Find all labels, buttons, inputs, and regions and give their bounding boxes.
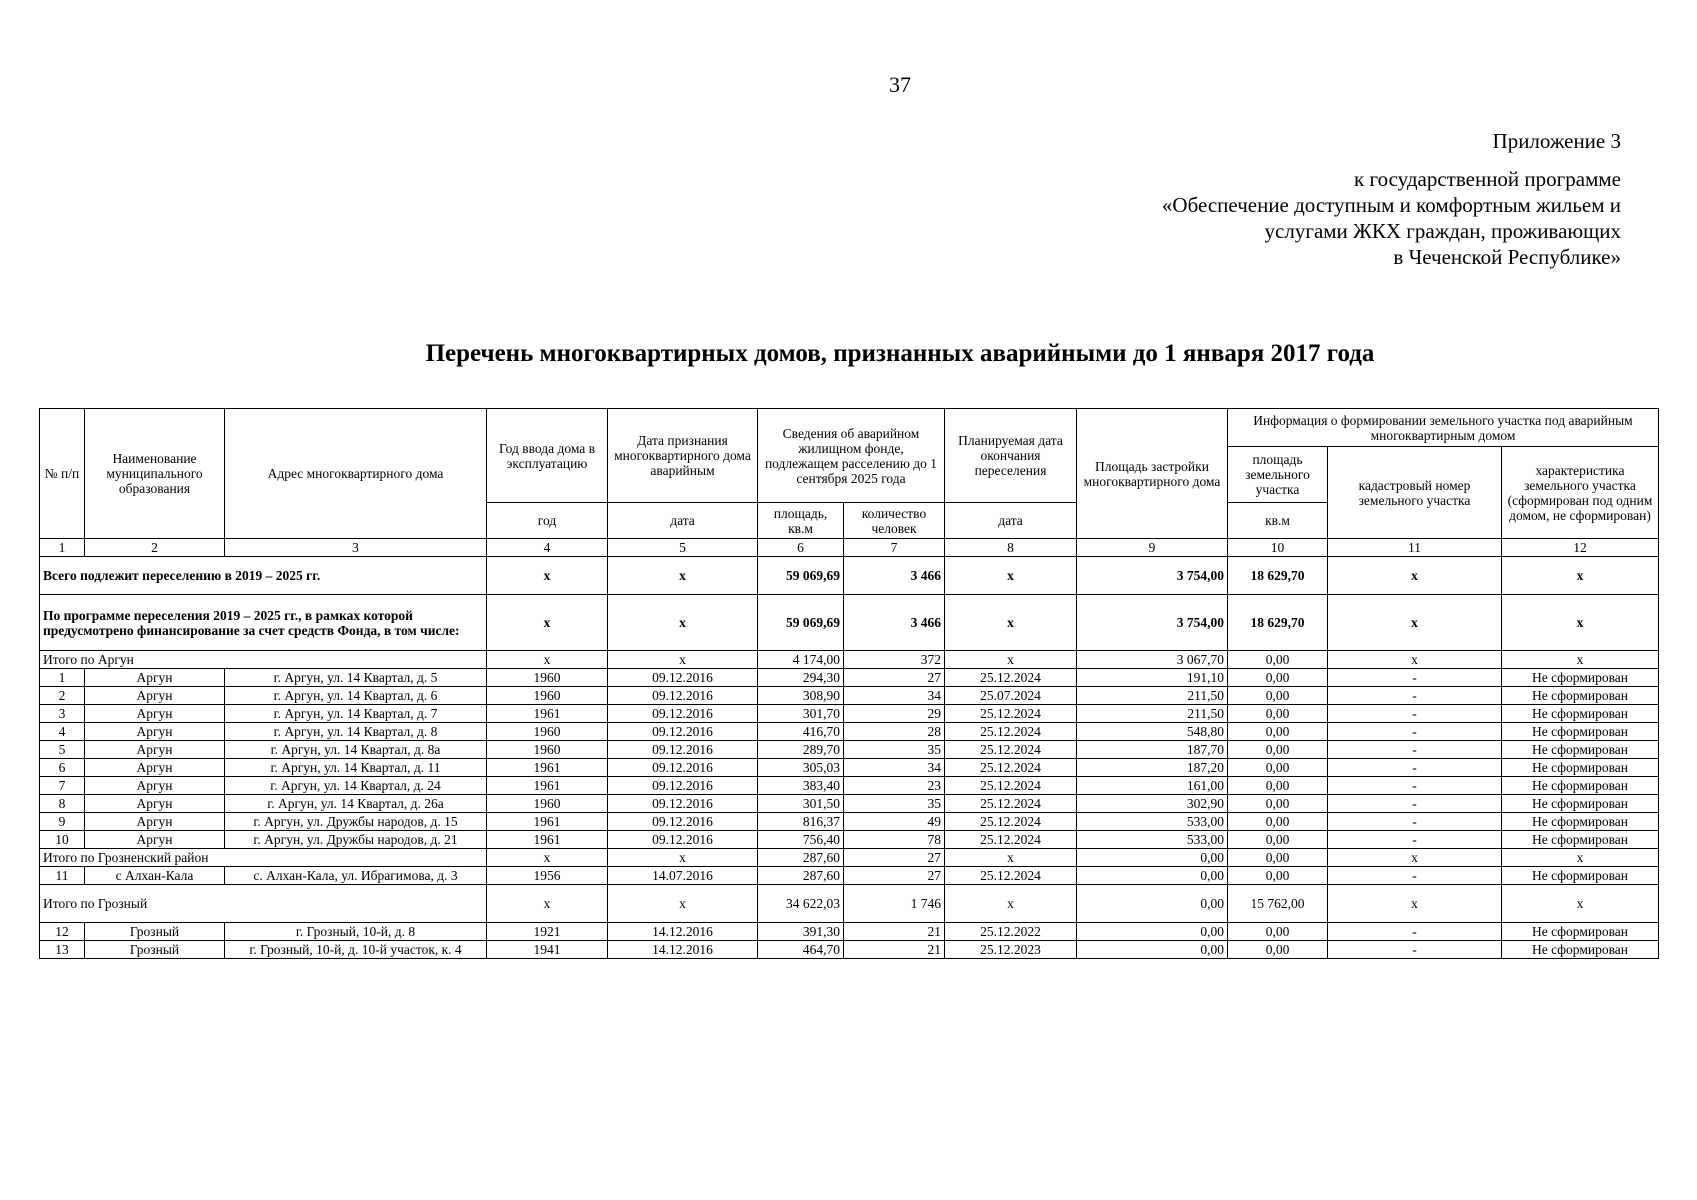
summary-built-area: 3 754,00	[1077, 595, 1228, 651]
row-year: 1960	[487, 687, 608, 705]
row-people: 28	[844, 723, 945, 741]
row-cadastral: -	[1328, 923, 1502, 941]
header-planned-date: Планируемая дата окончания переселения	[945, 409, 1077, 503]
header-land-char: характеристика земельного участка (сформирован под одним домом, не сформирован)	[1502, 447, 1659, 539]
row-year: 1921	[487, 923, 608, 941]
row-cadastral: -	[1328, 867, 1502, 885]
row-number: 5	[40, 741, 85, 759]
row-recognition-date: 09.12.2016	[608, 705, 758, 723]
summary-label: Итого по Грозненский район	[40, 849, 487, 867]
row-municipality: Аргун	[85, 741, 225, 759]
row-year: 1960	[487, 669, 608, 687]
row-municipality: Аргун	[85, 723, 225, 741]
row-year: 1941	[487, 941, 608, 959]
row-municipality: Грозный	[85, 923, 225, 941]
row-area: 301,70	[758, 705, 844, 723]
header-recognition-date: Дата признания многоквартирного дома аварийным	[608, 409, 758, 503]
row-land-area: 0,00	[1228, 759, 1328, 777]
summary-year: x	[487, 885, 608, 923]
row-cadastral: -	[1328, 687, 1502, 705]
row-area: 301,50	[758, 795, 844, 813]
col-number: 9	[1077, 539, 1228, 557]
col-number: 8	[945, 539, 1077, 557]
row-year: 1961	[487, 705, 608, 723]
appendix-block	[1162, 128, 1621, 270]
row-built-area: 0,00	[1077, 867, 1228, 885]
summary-label: Всего подлежит переселению в 2019 – 2025 гг.	[40, 557, 487, 595]
row-land-area: 0,00	[1228, 777, 1328, 795]
row-cadastral: -	[1328, 831, 1502, 849]
row-area: 391,30	[758, 923, 844, 941]
header-num: № п/п	[40, 409, 85, 539]
table-row	[40, 795, 1659, 813]
summary-row	[40, 849, 1659, 867]
row-number: 12	[40, 923, 85, 941]
row-planned-date: 25.07.2024	[945, 687, 1077, 705]
row-municipality: Аргун	[85, 813, 225, 831]
row-address: г. Аргун, ул. 14 Квартал, д. 5	[225, 669, 487, 687]
row-address: г. Аргун, ул. 14 Квартал, д. 26а	[225, 795, 487, 813]
row-cadastral: -	[1328, 777, 1502, 795]
row-built-area: 0,00	[1077, 941, 1228, 959]
row-recognition-date: 14.07.2016	[608, 867, 758, 885]
appendix-line: услугами ЖКХ граждан, проживающих	[1264, 219, 1621, 243]
row-land-char: Не сформирован	[1502, 867, 1659, 885]
summary-cadastral: x	[1328, 595, 1502, 651]
summary-area: 34 622,03	[758, 885, 844, 923]
row-address: с. Алхан-Кала, ул. Ибрагимова, д. 3	[225, 867, 487, 885]
summary-land-char: x	[1502, 885, 1659, 923]
table-row	[40, 687, 1659, 705]
row-area: 383,40	[758, 777, 844, 795]
row-planned-date: 25.12.2024	[945, 831, 1077, 849]
table-row	[40, 831, 1659, 849]
row-year: 1961	[487, 813, 608, 831]
summary-area: 59 069,69	[758, 557, 844, 595]
row-built-area: 533,00	[1077, 813, 1228, 831]
row-people: 49	[844, 813, 945, 831]
row-built-area: 187,20	[1077, 759, 1228, 777]
summary-label: Итого по Грозный	[40, 885, 487, 923]
row-address: г. Аргун, ул. 14 Квартал, д. 7	[225, 705, 487, 723]
summary-people: 3 466	[844, 595, 945, 651]
summary-planned: x	[945, 885, 1077, 923]
row-year: 1960	[487, 795, 608, 813]
row-number: 11	[40, 867, 85, 885]
row-people: 27	[844, 669, 945, 687]
row-cadastral: -	[1328, 741, 1502, 759]
summary-cadastral: x	[1328, 557, 1502, 595]
row-year: 1961	[487, 831, 608, 849]
summary-area: 4 174,00	[758, 651, 844, 669]
table-row	[40, 723, 1659, 741]
row-address: г. Аргун, ул. Дружбы народов, д. 15	[225, 813, 487, 831]
row-cadastral: -	[1328, 813, 1502, 831]
row-recognition-date: 09.12.2016	[608, 777, 758, 795]
row-cadastral: -	[1328, 795, 1502, 813]
summary-land-area: 0,00	[1228, 849, 1328, 867]
appendix-line: в Чеченской Республике»	[1393, 245, 1621, 269]
row-land-char: Не сформирован	[1502, 759, 1659, 777]
table-row	[40, 741, 1659, 759]
summary-built-area: 0,00	[1077, 885, 1228, 923]
summary-planned: x	[945, 557, 1077, 595]
row-land-char: Не сформирован	[1502, 813, 1659, 831]
col-number: 5	[608, 539, 758, 557]
row-area: 305,03	[758, 759, 844, 777]
table-row	[40, 923, 1659, 941]
row-municipality: Грозный	[85, 941, 225, 959]
row-land-char: Не сформирован	[1502, 923, 1659, 941]
summary-year: x	[487, 849, 608, 867]
table-row	[40, 777, 1659, 795]
row-year: 1961	[487, 777, 608, 795]
header-year: Год ввода дома в эксплуатацию	[487, 409, 608, 503]
row-municipality: Аргун	[85, 759, 225, 777]
row-land-area: 0,00	[1228, 923, 1328, 941]
summary-row	[40, 557, 1659, 595]
summary-people: 27	[844, 849, 945, 867]
row-planned-date: 25.12.2024	[945, 705, 1077, 723]
row-municipality: Аргун	[85, 669, 225, 687]
row-cadastral: -	[1328, 759, 1502, 777]
summary-cadastral: x	[1328, 885, 1502, 923]
col-number: 7	[844, 539, 945, 557]
row-planned-date: 25.12.2024	[945, 741, 1077, 759]
col-number: 4	[487, 539, 608, 557]
row-address: г. Грозный, 10-й, д. 10-й участок, к. 4	[225, 941, 487, 959]
row-address: г. Аргун, ул. 14 Квартал, д. 24	[225, 777, 487, 795]
header-cadastral: кадастровый номер земельного участка	[1328, 447, 1502, 539]
row-number: 6	[40, 759, 85, 777]
header-land-area: площадь земельного участка	[1228, 447, 1328, 503]
row-address: г. Аргун, ул. Дружбы народов, д. 21	[225, 831, 487, 849]
row-cadastral: -	[1328, 723, 1502, 741]
unit-area: площадь, кв.м	[758, 503, 844, 539]
row-recognition-date: 09.12.2016	[608, 759, 758, 777]
summary-land-char: x	[1502, 595, 1659, 651]
summary-year: x	[487, 651, 608, 669]
row-land-char: Не сформирован	[1502, 795, 1659, 813]
unit-people: количество человек	[844, 503, 945, 539]
row-year: 1960	[487, 723, 608, 741]
summary-area: 287,60	[758, 849, 844, 867]
row-municipality: Аргун	[85, 795, 225, 813]
row-built-area: 211,50	[1077, 687, 1228, 705]
row-municipality: Аргун	[85, 687, 225, 705]
row-land-char: Не сформирован	[1502, 741, 1659, 759]
table-body	[40, 409, 1659, 959]
summary-year: x	[487, 595, 608, 651]
header-municipality: Наименование муниципального образования	[85, 409, 225, 539]
column-numbers-row	[40, 539, 1659, 557]
summary-land-area: 0,00	[1228, 651, 1328, 669]
row-land-char: Не сформирован	[1502, 705, 1659, 723]
table-row	[40, 669, 1659, 687]
summary-date: x	[608, 557, 758, 595]
row-number: 13	[40, 941, 85, 959]
row-land-area: 0,00	[1228, 669, 1328, 687]
row-year: 1956	[487, 867, 608, 885]
summary-date: x	[608, 885, 758, 923]
summary-land-char: x	[1502, 557, 1659, 595]
row-number: 7	[40, 777, 85, 795]
summary-people: 3 466	[844, 557, 945, 595]
row-people: 35	[844, 741, 945, 759]
summary-row	[40, 885, 1659, 923]
row-people: 23	[844, 777, 945, 795]
row-planned-date: 25.12.2024	[945, 777, 1077, 795]
row-people: 21	[844, 941, 945, 959]
row-area: 416,70	[758, 723, 844, 741]
row-planned-date: 25.12.2024	[945, 813, 1077, 831]
summary-land-area: 18 629,70	[1228, 557, 1328, 595]
col-number: 3	[225, 539, 487, 557]
row-recognition-date: 14.12.2016	[608, 941, 758, 959]
row-recognition-date: 14.12.2016	[608, 923, 758, 941]
summary-built-area: 0,00	[1077, 849, 1228, 867]
row-land-char: Не сформирован	[1502, 723, 1659, 741]
summary-land-char: x	[1502, 651, 1659, 669]
row-area: 756,40	[758, 831, 844, 849]
row-municipality: Аргун	[85, 831, 225, 849]
row-land-area: 0,00	[1228, 795, 1328, 813]
row-recognition-date: 09.12.2016	[608, 813, 758, 831]
row-area: 308,90	[758, 687, 844, 705]
row-number: 4	[40, 723, 85, 741]
summary-land-area: 15 762,00	[1228, 885, 1328, 923]
row-people: 35	[844, 795, 945, 813]
summary-date: x	[608, 849, 758, 867]
row-area: 464,70	[758, 941, 844, 959]
row-built-area: 191,10	[1077, 669, 1228, 687]
row-address: г. Аргун, ул. 14 Квартал, д. 11	[225, 759, 487, 777]
row-built-area: 533,00	[1077, 831, 1228, 849]
row-area: 289,70	[758, 741, 844, 759]
header-built-area: Площадь застройки многоквартирного дома	[1077, 409, 1228, 539]
row-planned-date: 25.12.2022	[945, 923, 1077, 941]
row-planned-date: 25.12.2024	[945, 669, 1077, 687]
summary-year: x	[487, 557, 608, 595]
row-year: 1961	[487, 759, 608, 777]
row-cadastral: -	[1328, 669, 1502, 687]
appendix-line: к государственной программе	[1354, 167, 1621, 191]
row-people: 78	[844, 831, 945, 849]
row-built-area: 302,90	[1077, 795, 1228, 813]
row-address: г. Аргун, ул. 14 Квартал, д. 6	[225, 687, 487, 705]
row-land-area: 0,00	[1228, 723, 1328, 741]
summary-date: x	[608, 595, 758, 651]
row-planned-date: 25.12.2024	[945, 759, 1077, 777]
summary-cadastral: x	[1328, 651, 1502, 669]
summary-label: Итого по Аргун	[40, 651, 487, 669]
row-recognition-date: 09.12.2016	[608, 723, 758, 741]
summary-row	[40, 651, 1659, 669]
summary-cadastral: x	[1328, 849, 1502, 867]
table-row	[40, 759, 1659, 777]
row-cadastral: -	[1328, 941, 1502, 959]
row-recognition-date: 09.12.2016	[608, 669, 758, 687]
row-land-area: 0,00	[1228, 867, 1328, 885]
summary-people: 372	[844, 651, 945, 669]
row-recognition-date: 09.12.2016	[608, 831, 758, 849]
row-address: г. Аргун, ул. 14 Квартал, д. 8а	[225, 741, 487, 759]
header-address: Адрес многоквартирного дома	[225, 409, 487, 539]
summary-built-area: 3 754,00	[1077, 557, 1228, 595]
appendix-label: Приложение 3	[1492, 129, 1621, 153]
col-number: 2	[85, 539, 225, 557]
row-land-char: Не сформирован	[1502, 669, 1659, 687]
houses-table	[39, 408, 1659, 959]
summary-land-char: x	[1502, 849, 1659, 867]
row-land-char: Не сформирован	[1502, 831, 1659, 849]
row-address: г. Аргун, ул. 14 Квартал, д. 8	[225, 723, 487, 741]
row-built-area: 161,00	[1077, 777, 1228, 795]
row-number: 10	[40, 831, 85, 849]
summary-land-area: 18 629,70	[1228, 595, 1328, 651]
row-land-char: Не сформирован	[1502, 687, 1659, 705]
row-area: 294,30	[758, 669, 844, 687]
row-land-area: 0,00	[1228, 813, 1328, 831]
row-number: 8	[40, 795, 85, 813]
summary-planned: x	[945, 849, 1077, 867]
header-fund-info: Сведения об аварийном жилищном фонде, подлежащем расселению до 1 сентября 2025 года	[758, 409, 945, 503]
row-year: 1960	[487, 741, 608, 759]
unit-date2: дата	[945, 503, 1077, 539]
unit-land-sqm: кв.м	[1228, 503, 1328, 539]
row-built-area: 211,50	[1077, 705, 1228, 723]
row-number: 9	[40, 813, 85, 831]
row-built-area: 187,70	[1077, 741, 1228, 759]
row-municipality: Аргун	[85, 705, 225, 723]
table-row	[40, 813, 1659, 831]
row-land-area: 0,00	[1228, 941, 1328, 959]
col-number: 12	[1502, 539, 1659, 557]
summary-date: x	[608, 651, 758, 669]
row-land-char: Не сформирован	[1502, 777, 1659, 795]
row-land-area: 0,00	[1228, 831, 1328, 849]
document-title: Перечень многоквартирных домов, признанных аварийными до 1 января 2017 года	[425, 340, 1375, 367]
table-row	[40, 867, 1659, 885]
row-municipality: Аргун	[85, 777, 225, 795]
row-number: 2	[40, 687, 85, 705]
unit-year: год	[487, 503, 608, 539]
row-land-char: Не сформирован	[1502, 941, 1659, 959]
row-recognition-date: 09.12.2016	[608, 795, 758, 813]
summary-row	[40, 595, 1659, 651]
row-planned-date: 25.12.2024	[945, 867, 1077, 885]
row-address: г. Грозный, 10-й, д. 8	[225, 923, 487, 941]
col-number: 11	[1328, 539, 1502, 557]
row-number: 3	[40, 705, 85, 723]
row-area: 816,37	[758, 813, 844, 831]
row-recognition-date: 09.12.2016	[608, 687, 758, 705]
row-planned-date: 25.12.2024	[945, 795, 1077, 813]
row-people: 29	[844, 705, 945, 723]
row-area: 287,60	[758, 867, 844, 885]
header-land-info: Информация о формировании земельного участка под аварийным многоквартирным домом	[1228, 409, 1659, 447]
summary-planned: x	[945, 595, 1077, 651]
row-municipality: с Алхан-Кала	[85, 867, 225, 885]
col-number: 10	[1228, 539, 1328, 557]
row-cadastral: -	[1328, 705, 1502, 723]
row-planned-date: 25.12.2023	[945, 941, 1077, 959]
row-land-area: 0,00	[1228, 741, 1328, 759]
page-number: 37	[889, 72, 911, 97]
col-number: 1	[40, 539, 85, 557]
row-people: 27	[844, 867, 945, 885]
row-people: 34	[844, 687, 945, 705]
row-land-area: 0,00	[1228, 705, 1328, 723]
row-people: 34	[844, 759, 945, 777]
table-row	[40, 941, 1659, 959]
summary-people: 1 746	[844, 885, 945, 923]
row-recognition-date: 09.12.2016	[608, 741, 758, 759]
col-number: 6	[758, 539, 844, 557]
row-land-area: 0,00	[1228, 687, 1328, 705]
row-built-area: 0,00	[1077, 923, 1228, 941]
appendix-line: «Обеспечение доступным и комфортным жильем и	[1161, 193, 1621, 217]
unit-date: дата	[608, 503, 758, 539]
summary-planned: x	[945, 651, 1077, 669]
summary-label: По программе переселения 2019 – 2025 гг., в рамках которой предусмотрено финансирование за счет средств Фонда, в том числе:	[40, 595, 487, 651]
table-row	[40, 705, 1659, 723]
summary-built-area: 3 067,70	[1077, 651, 1228, 669]
row-planned-date: 25.12.2024	[945, 723, 1077, 741]
row-people: 21	[844, 923, 945, 941]
row-number: 1	[40, 669, 85, 687]
row-built-area: 548,80	[1077, 723, 1228, 741]
summary-area: 59 069,69	[758, 595, 844, 651]
